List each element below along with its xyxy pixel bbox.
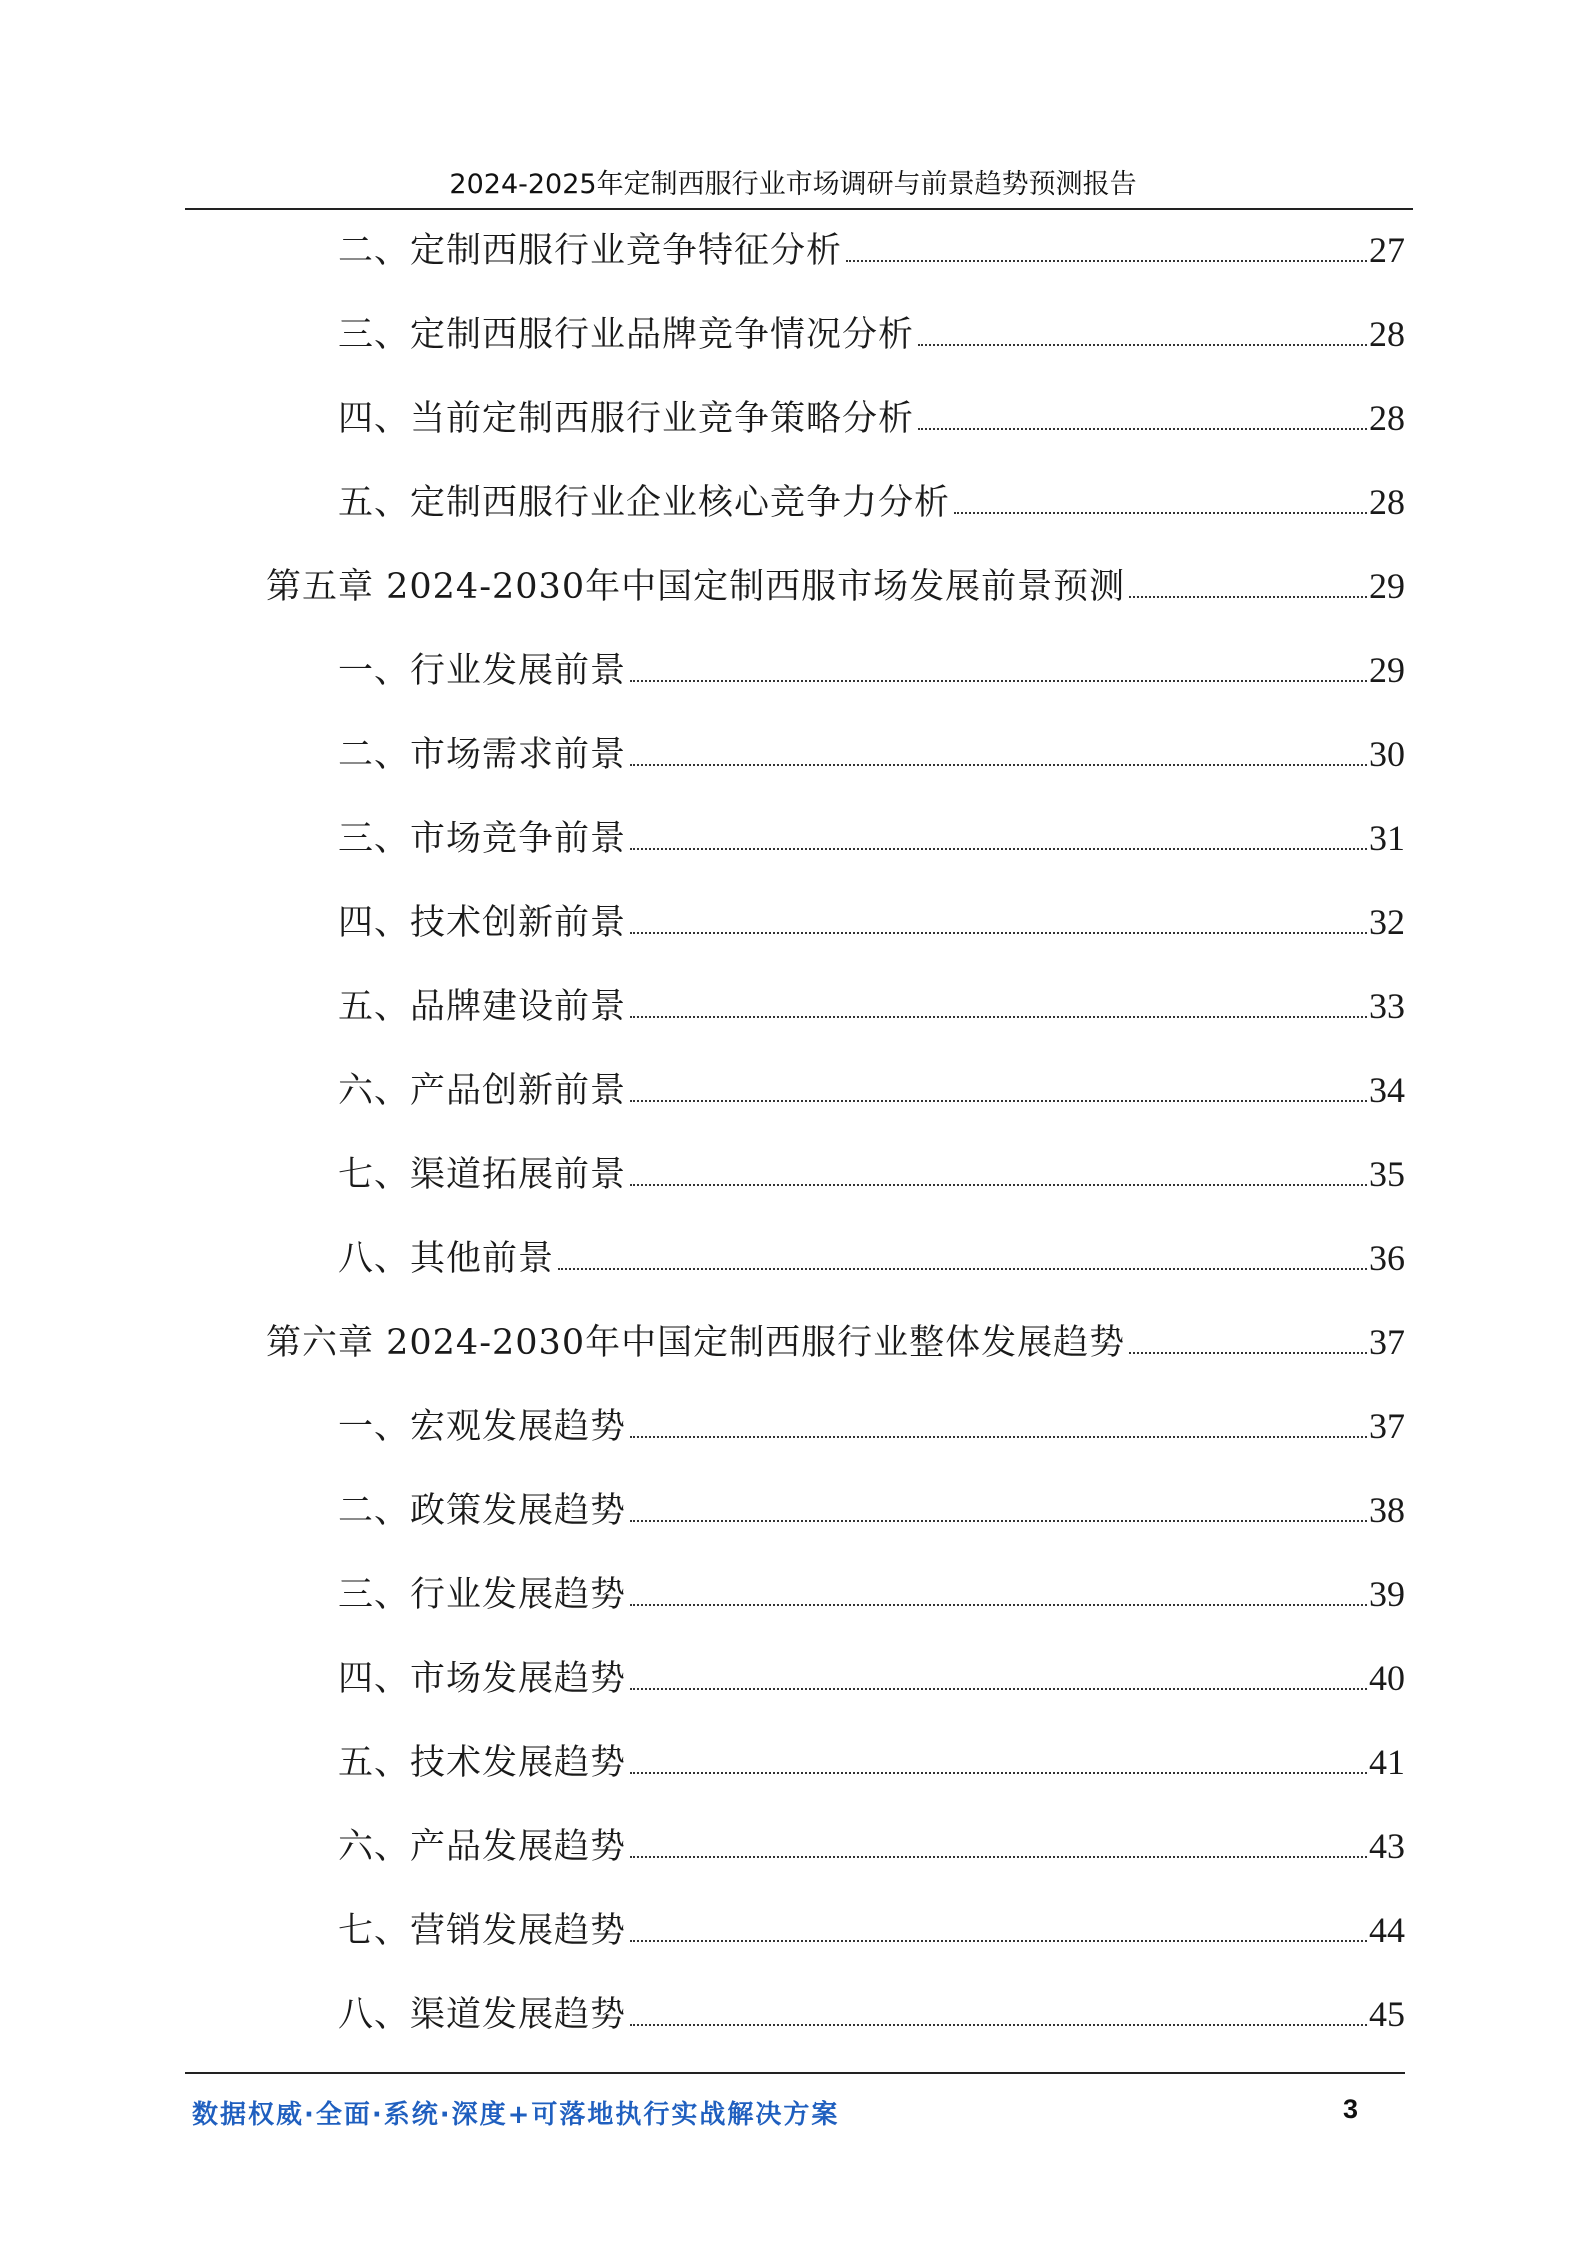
toc-dot-leader [630,1016,1367,1018]
toc-entry-page-number: 29 [1369,650,1405,690]
toc-dot-leader [918,428,1367,430]
toc-entry-label: 七、渠道拓展前景 [338,1155,627,1195]
toc-entry-label: 三、行业发展趋势 [338,1575,627,1615]
toc-section-entry[interactable] [338,476,1405,528]
toc-entry-page-number: 40 [1369,1658,1405,1698]
toc-dot-leader [918,344,1367,346]
toc-entry-label: 六、产品发展趋势 [338,1827,627,1867]
toc-section-entry[interactable] [338,1568,1405,1620]
toc-entry-page-number: 35 [1369,1154,1405,1194]
toc-entry-page-number: 28 [1369,482,1405,522]
toc-section-entry[interactable] [338,1148,1405,1200]
toc-section-entry[interactable] [338,980,1405,1032]
toc-entry-label: 七、营销发展趋势 [338,1911,627,1951]
toc-entry-label: 二、定制西服行业竞争特征分析 [338,231,843,271]
toc-entry-label: 八、渠道发展趋势 [338,1995,627,2035]
header-divider [185,208,1413,210]
toc-entry-page-number: 45 [1369,1994,1405,2034]
footer-divider [185,2072,1405,2074]
toc-dot-leader [630,1520,1367,1522]
toc-dot-leader [630,932,1367,934]
page-number: 3 [1343,2094,1359,2124]
toc-entry-page-number: 33 [1369,986,1405,1026]
toc-entry-page-number: 31 [1369,818,1405,858]
toc-section-entry[interactable] [338,728,1405,780]
toc-dot-leader [630,1856,1367,1858]
toc-dot-leader [630,1604,1367,1606]
toc-entry-label: 三、市场竞争前景 [338,819,627,859]
toc-section-entry[interactable] [338,1736,1405,1788]
toc-dot-leader [630,1100,1367,1102]
toc-section-entry[interactable] [338,896,1405,948]
toc-section-entry[interactable] [338,1904,1405,1956]
toc-entry-label: 一、行业发展前景 [338,651,627,691]
toc-dot-leader [846,260,1367,262]
toc-entry-page-number: 28 [1369,398,1405,438]
toc-entry-page-number: 41 [1369,1742,1405,1782]
toc-dot-leader [630,1436,1367,1438]
page-header-title: 2024-2025年定制西服行业市场调研与前景趋势预测报告 [449,169,1137,200]
toc-section-entry[interactable] [338,1988,1405,2040]
toc-entry-label: 二、政策发展趋势 [338,1491,627,1531]
toc-dot-leader [1129,596,1367,598]
toc-section-entry[interactable] [338,812,1405,864]
toc-chapter-entry[interactable] [266,1316,1405,1368]
toc-entry-label: 四、市场发展趋势 [338,1659,627,1699]
toc-entry-page-number: 37 [1369,1406,1405,1446]
toc-dot-leader [630,764,1367,766]
toc-entry-page-number: 38 [1369,1490,1405,1530]
toc-entry-page-number: 34 [1369,1070,1405,1110]
toc-entry-label: 第六章 2024-2030年中国定制西服行业整体发展趋势 [266,1323,1126,1363]
toc-entry-page-number: 27 [1369,230,1405,270]
toc-dot-leader [630,848,1367,850]
toc-entry-label: 四、技术创新前景 [338,903,627,943]
toc-entry-page-number: 39 [1369,1574,1405,1614]
toc-entry-page-number: 43 [1369,1826,1405,1866]
toc-entry-label: 一、宏观发展趋势 [338,1407,627,1447]
toc-dot-leader [630,1772,1367,1774]
toc-entry-label: 三、定制西服行业品牌竞争情况分析 [338,315,915,355]
toc-section-entry[interactable] [338,644,1405,696]
toc-dot-leader [1129,1352,1367,1354]
toc-entry-label: 五、技术发展趋势 [338,1743,627,1783]
toc-entry-label: 五、定制西服行业企业核心竞争力分析 [338,483,951,523]
toc-entry-page-number: 37 [1369,1322,1405,1362]
toc-dot-leader [630,1688,1367,1690]
toc-section-entry[interactable] [338,1232,1405,1284]
toc-section-entry[interactable] [338,392,1405,444]
toc-entry-page-number: 28 [1369,314,1405,354]
toc-entry-label: 五、品牌建设前景 [338,987,627,1027]
toc-section-entry[interactable] [338,308,1405,360]
toc-entry-page-number: 36 [1369,1238,1405,1278]
toc-dot-leader [954,512,1367,514]
toc-entry-page-number: 44 [1369,1910,1405,1950]
footer-slogan: 数据权威·全面·系统·深度+可落地执行实战解决方案 [192,2100,840,2130]
toc-entry-page-number: 30 [1369,734,1405,774]
toc-section-entry[interactable] [338,1064,1405,1116]
toc-dot-leader [630,2024,1367,2026]
toc-dot-leader [558,1268,1367,1270]
toc-section-entry[interactable] [338,1484,1405,1536]
toc-entry-label: 八、其他前景 [338,1239,555,1279]
toc-chapter-entry[interactable] [266,560,1405,612]
toc-entry-label: 第五章 2024-2030年中国定制西服市场发展前景预测 [266,567,1126,607]
toc-section-entry[interactable] [338,1400,1405,1452]
toc-entry-label: 四、当前定制西服行业竞争策略分析 [338,399,915,439]
toc-section-entry[interactable] [338,1820,1405,1872]
toc-dot-leader [630,1184,1367,1186]
toc-dot-leader [630,1940,1367,1942]
toc-dot-leader [630,680,1367,682]
toc-entry-page-number: 29 [1369,566,1405,606]
toc-entry-label: 六、产品创新前景 [338,1071,627,1111]
toc-entry-page-number: 32 [1369,902,1405,942]
toc-section-entry[interactable] [338,224,1405,276]
toc-entry-label: 二、市场需求前景 [338,735,627,775]
toc-section-entry[interactable] [338,1652,1405,1704]
